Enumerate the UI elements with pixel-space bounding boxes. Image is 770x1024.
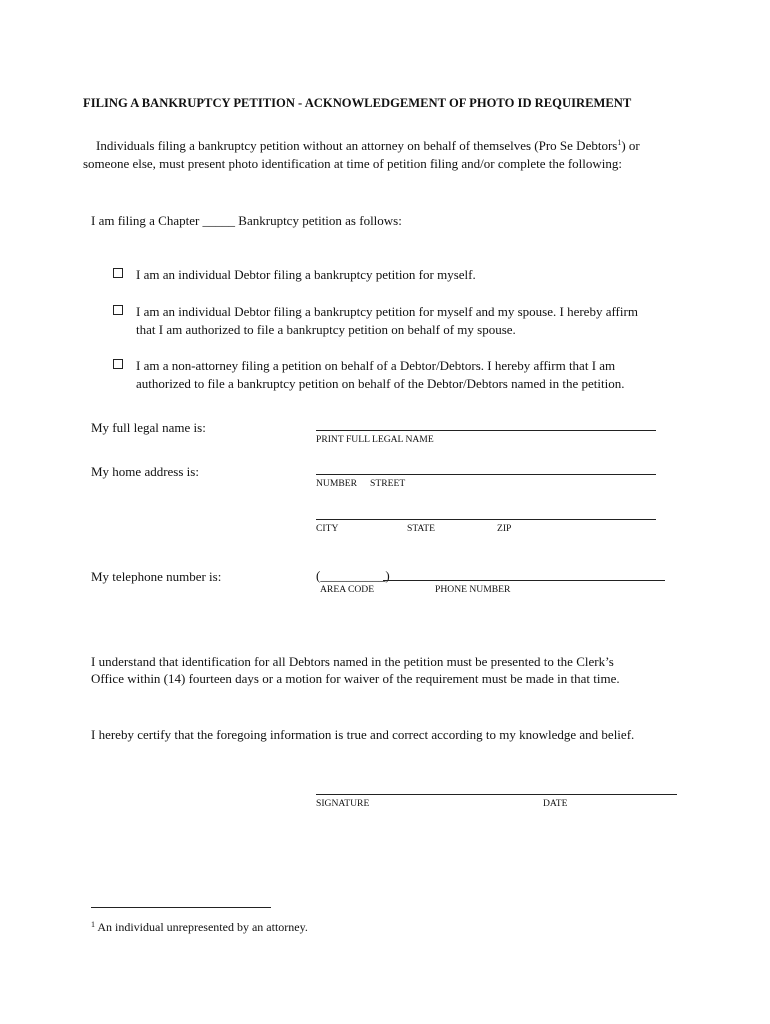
option-individual-checkbox[interactable] — [113, 268, 123, 278]
certification-statement: I hereby certify that the foregoing information is true and correct according to my knowledge and belief. — [91, 727, 635, 742]
option-individual-text: I am an individual Debtor filing a bankruptcy petition for myself. — [136, 267, 476, 282]
area-code-field[interactable]: (__________) — [316, 568, 390, 583]
footnote-divider — [91, 907, 271, 908]
zip-caption: ZIP — [497, 523, 512, 534]
phone-number-field[interactable] — [383, 580, 665, 581]
option-joint-checkbox[interactable] — [113, 305, 123, 315]
option-non-attorney-text-line-2: authorized to file a bankruptcy petition on behalf of the Debtor/Debtors named in the petition. — [136, 376, 625, 391]
footnote — [91, 916, 308, 936]
option-non-attorney-text-line-1: I am a non-attorney filing a petition on behalf of a Debtor/Debtors. I hereby affirm that I am — [136, 358, 616, 373]
city-state-zip-field[interactable] — [316, 519, 656, 520]
page-title: FILING A BANKRUPTCY PETITION - ACKNOWLEDGEMENT OF PHOTO ID REQUIREMENT — [83, 96, 632, 110]
option-non-attorney-checkbox[interactable] — [113, 359, 123, 369]
name-field[interactable] — [316, 430, 656, 431]
understand-line-1: I understand that identification for all Debtors named in the petition must be presented to the Clerk’s — [91, 654, 614, 669]
chapter-statement: I am filing a Chapter _____ Bankruptcy petition as follows: — [91, 213, 402, 228]
state-caption: STATE — [407, 523, 436, 534]
name-label: My full legal name is: — [91, 420, 206, 435]
intro-text-b: ) or — [621, 138, 640, 153]
number-caption: NUMBER — [316, 478, 358, 489]
phone-number-caption: PHONE NUMBER — [435, 584, 511, 595]
footnote-mark: 1 — [91, 920, 95, 929]
street-caption: STREET — [370, 478, 406, 489]
intro-line-2: someone else, must present photo identification at time of petition filing and/or complete the following: — [83, 156, 623, 171]
option-joint-text-line-2: that I am authorized to file a bankruptcy petition on behalf of my spouse. — [136, 322, 516, 337]
intro-text-a: Individuals filing a bankruptcy petition without an attorney on behalf of themselves (Pro Se Debtors — [96, 138, 618, 153]
signature-caption: SIGNATURE — [316, 798, 370, 809]
footnote-reference: 1 — [617, 138, 622, 147]
city-caption: CITY — [316, 523, 339, 534]
street-address-field[interactable] — [316, 474, 656, 475]
footnote-text: An individual unrepresented by an attorney. — [95, 920, 308, 934]
option-joint-text-line-1: I am an individual Debtor filing a bankruptcy petition for myself and my spouse. I hereby affirm — [136, 304, 638, 319]
phone-label: My telephone number is: — [91, 569, 222, 584]
signature-date-field[interactable] — [316, 794, 677, 795]
date-caption: DATE — [543, 798, 568, 809]
intro-line-1 — [96, 137, 640, 154]
area-code-caption: AREA CODE — [320, 584, 375, 595]
name-caption: PRINT FULL LEGAL NAME — [316, 434, 434, 445]
understand-line-2: Office within (14) fourteen days or a motion for waiver of the requirement must be made in that time. — [91, 671, 620, 686]
address-label: My home address is: — [91, 464, 199, 479]
